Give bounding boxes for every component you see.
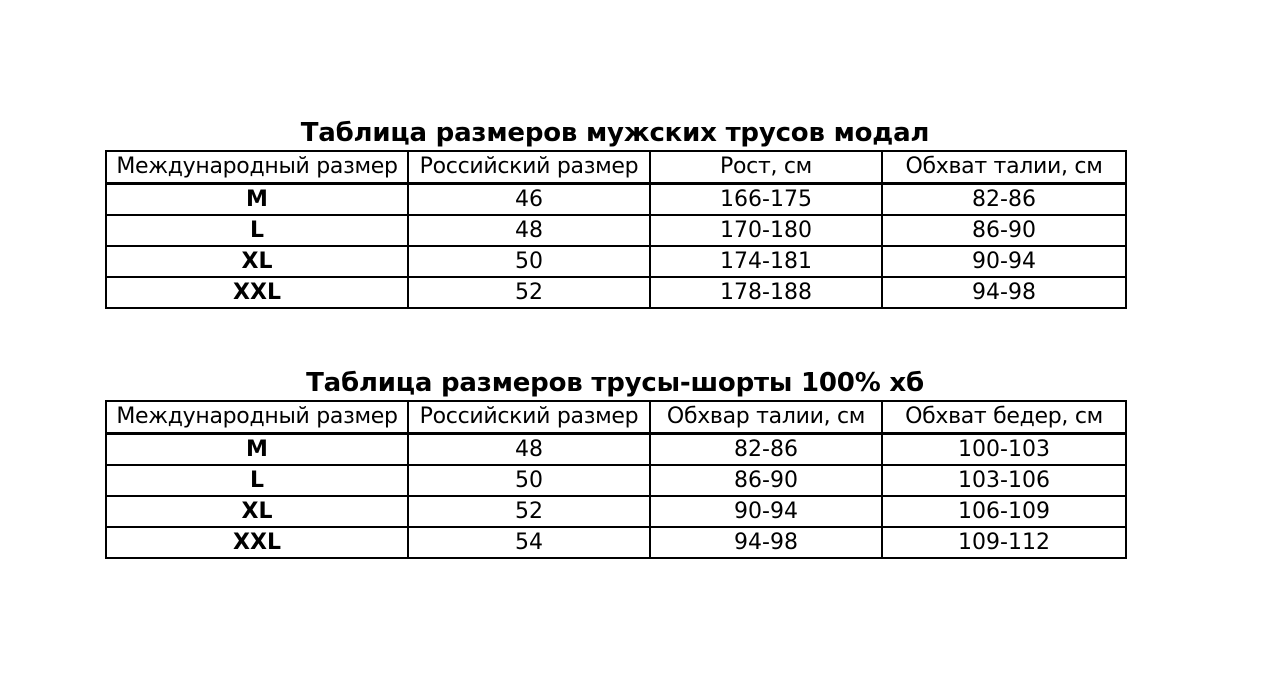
cell-height: 174-181: [650, 246, 882, 277]
cell-russian-size: 48: [408, 215, 650, 246]
cell-waist: 82-86: [650, 434, 882, 466]
cell-international-size: M: [106, 434, 408, 466]
cell-international-size: XXL: [106, 277, 408, 308]
cell-international-size: XXL: [106, 527, 408, 558]
cell-russian-size: 48: [408, 434, 650, 466]
cell-height: 166-175: [650, 184, 882, 216]
cell-height: 178-188: [650, 277, 882, 308]
cell-russian-size: 50: [408, 465, 650, 496]
table-header-row: [106, 151, 1126, 184]
cell-international-size: XL: [106, 496, 408, 527]
table-row: [106, 465, 1126, 496]
size-table-block-shorts: [105, 366, 1125, 559]
table-row: [106, 246, 1126, 277]
size-table-block-modal: [105, 116, 1125, 309]
header-russian-size: Российский размер: [408, 151, 650, 184]
table-title: Таблица размеров трусы-шорты 100% хб: [306, 368, 924, 398]
cell-waist: 90-94: [882, 246, 1126, 277]
table-row: [106, 184, 1126, 216]
cell-waist: 86-90: [882, 215, 1126, 246]
table-row: [106, 527, 1126, 558]
header-russian-size: Российский размер: [408, 401, 650, 434]
size-table-modal: [105, 150, 1127, 309]
header-waist: Обхвар талии, см: [650, 401, 882, 434]
header-international-size: Международный размер: [106, 401, 408, 434]
cell-russian-size: 52: [408, 277, 650, 308]
table-row: [106, 215, 1126, 246]
table-title: Таблица размеров мужских трусов модал: [300, 118, 930, 148]
table-row: [106, 277, 1126, 308]
cell-hips: 100-103: [882, 434, 1126, 466]
cell-hips: 109-112: [882, 527, 1126, 558]
cell-waist: 94-98: [650, 527, 882, 558]
header-hips: Обхват бедер, см: [882, 401, 1126, 434]
cell-russian-size: 46: [408, 184, 650, 216]
cell-height: 170-180: [650, 215, 882, 246]
cell-international-size: L: [106, 215, 408, 246]
cell-hips: 106-109: [882, 496, 1126, 527]
cell-waist: 94-98: [882, 277, 1126, 308]
table-header-row: [106, 401, 1126, 434]
header-waist: Обхват талии, см: [882, 151, 1126, 184]
cell-international-size: M: [106, 184, 408, 216]
cell-russian-size: 52: [408, 496, 650, 527]
cell-waist: 86-90: [650, 465, 882, 496]
cell-russian-size: 54: [408, 527, 650, 558]
cell-waist: 90-94: [650, 496, 882, 527]
table-row: [106, 496, 1126, 527]
header-international-size: Международный размер: [106, 151, 408, 184]
cell-hips: 103-106: [882, 465, 1126, 496]
cell-international-size: L: [106, 465, 408, 496]
header-height: Рост, см: [650, 151, 882, 184]
cell-russian-size: 50: [408, 246, 650, 277]
size-table-shorts: [105, 400, 1127, 559]
cell-waist: 82-86: [882, 184, 1126, 216]
cell-international-size: XL: [106, 246, 408, 277]
table-row: [106, 434, 1126, 466]
